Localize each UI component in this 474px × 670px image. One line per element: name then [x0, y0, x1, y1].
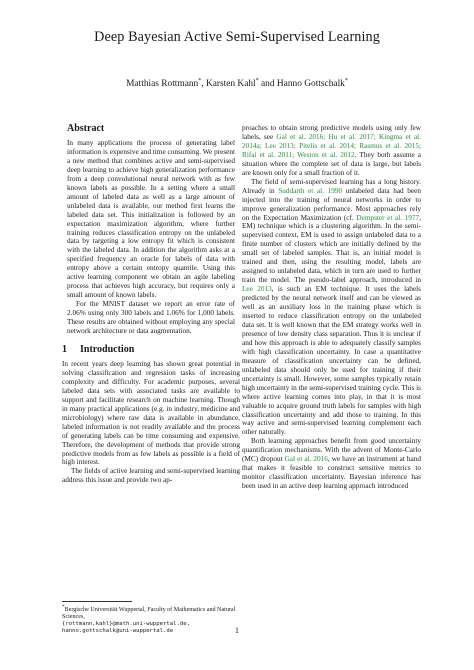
text-run: , EM) technique which is a clustering algorithm. In the semi-supervised context, EM is used to assign unlabeled data to a finite number of clusters which are initially defined by the small set of labeled samples. That is, an initial model is trained and then, using the resulting model, labels are assigned to unlabeled data, which in turn are used to further train the model. The pseudo-label approach, introduced in [242, 213, 421, 285]
body-paragraph [242, 124, 421, 178]
citation-link[interactable]: Suddarth et al. 1990 [278, 186, 343, 195]
author-line [0, 78, 474, 89]
author-name: Matthias Rottmann [126, 79, 199, 90]
citation-link[interactable]: Lee 2013 [242, 285, 272, 294]
section-number: 1 [62, 343, 67, 355]
author-name: Karsten Kahl [205, 79, 256, 90]
citation-link[interactable]: Gal et al. 2016; Hu et al. 2017; Kingma et al. 2014a; Lee 2013; Pitelis et al. 2014; Rasmus et al. 2015; Rifai et al. 2011; Weston et al. 2012 [242, 132, 422, 159]
footnote-affiliation: Bergische Universität Wuppertal, Faculty of Mathematics and Natural Sciences, [62, 607, 236, 621]
abstract-heading: Abstract [67, 123, 105, 134]
section-title: Introduction [80, 343, 135, 355]
body-paragraph: In recent years deep learning has shown great potential in solving classification and regression tasks of increasing complexity and difficulty. For academic purposes, several labeled data sets with associated tasks are available to support and facilitate research on machine learning. Though in many practical applications (e.g. in industry, medicine and microbiology) where raw data is available in abundance, labeled information is not readily available and the process of generating labels can be time consuming and expensive. Therefore, the development of methods that provide strong predictive models from as few labels as possible is a field of high interest. [62, 359, 240, 467]
text-run: Both learning approaches benefit from good uncertainty quantification mechanisms. With the advent of Monte-Carlo (MC) dropout [242, 437, 421, 464]
footnote-email: {rottmann,kahl}@math.uni-wuppertal.de, [62, 621, 190, 628]
section-heading [62, 344, 240, 356]
right-column [242, 124, 421, 491]
abstract-section [62, 123, 240, 336]
abstract-paragraph: In many applications the process of generating label information is expensive and time consuming. We present a new method that combines active and semi-supervised deep learning to achieve high generalization performance from a deep convolutional neural network with as few known labels as possible. In a setting where a small amount of labeled data as well as a large amount of unlabeled data is available, our method first learns the labeled data set. This initialization is followed by an expectation maximization algorithm, where further training reduces classification entropy on the unlabeled data by targeting a low entropy fit which is consistent with the labeled data. In addition the algorithm asks at a specified frequency an oracle for labels of data with entropy above a certain entropy quantile. Using this active learning component we obtain an agile labeling process that achieves high accuracy, but requires only a small amount of known labels. [67, 139, 236, 300]
affiliation-mark: * [255, 78, 259, 84]
body-paragraph [242, 437, 421, 491]
abstract-paragraph: For the MNIST dataset we report an error rate of 2.06% using only 300 labels and 1.06% for 1,000 labels. These results are obtained without employing any special network architecture or data augmentation. [67, 300, 235, 336]
author-name: Hanno Gottschalk [276, 79, 345, 90]
text-run: , is such an EM technique. It uses the labels predicted by the neural network itself and can be viewed as well as an auxiliary loss in the training phase which is inserted to reduce classification entropy on the unlabeled data set. It is well known that the EM strategy works well in presence of low density class separation. Thus it is unclear if and how this approach is able to adequately classify samples with high classification uncertainty. In case a quantitative measure of classification uncertainty can be defined, unlabeled data should only be used for training if their uncertainty is small. However, some samples typically retain high uncertainty in the semi-supervised training cycle. This is where active learning comes into play, in that it is most valuable to acquire ground truth labels for samples with high classification uncertainty and add those to training. In this way active and semi-supervised learning complement each other naturally. [242, 285, 421, 437]
footnote-email: hanno.gottschalk@uni-wuppertal.de [62, 628, 174, 635]
author-separator: , [201, 79, 206, 90]
text-run: proaches to obtain strong predictive models using only few labels, see [242, 124, 421, 141]
body-paragraph [242, 178, 421, 438]
paper-title: Deep Bayesian Active Semi-Supervised Learning [94, 29, 380, 45]
citation-link[interactable]: Gal et al. 2016 [284, 455, 328, 464]
text-run: , we have an instrument at hand that makes it feasible to construct sensitive metrics to monitor classification uncertainty. Bayesian inference has been used in an active deep learning approach introduced [242, 455, 421, 491]
page-number: 1 [235, 626, 239, 635]
footnote-divider [62, 601, 132, 602]
citation-link[interactable]: Dempster et al. 1977 [356, 213, 420, 222]
body-paragraph: The fields of active learning and semi-supervised learning address this issue and provide two ap- [62, 467, 240, 485]
text-run: unlabeled data had been injected into the training of neural networks in order to improve generalization performance. Most approaches rely on the Expectation Maximization (cf. [242, 186, 421, 222]
left-column [62, 123, 240, 485]
text-run: . They both assume a situation where the complete set of data is large, but labels are known only for a small fraction of it. [242, 150, 421, 177]
footnote-mark: * [62, 604, 65, 610]
text-run: The field of semi-supervised learning has a long history. Already in [242, 177, 421, 195]
affiliation-mark: * [198, 78, 202, 84]
author-separator: and [258, 79, 277, 90]
affiliation-mark: * [344, 78, 348, 84]
